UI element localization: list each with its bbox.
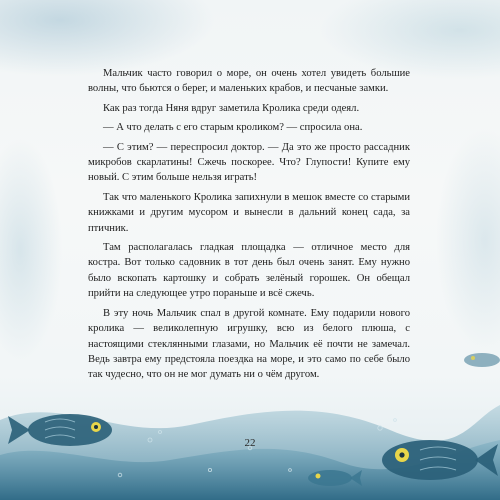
fish-edge xyxy=(464,353,500,367)
paragraph: Мальчик часто говорил о море, он очень хотел увидеть большие волны, что бьются о берег, и маленьких крабов, и песчаные замки. xyxy=(88,68,410,95)
page-number: 22 xyxy=(244,437,256,449)
paragraph: Так что маленького Кролика запихнули в мешок вместе со старыми книжками и другим мусором и вынесли в дальний конец сада, за птичник. xyxy=(88,191,410,234)
paragraph: Там располагалась гладкая площадка — отличное место для костра. Вот только садовник в тот день был очень занят. Ему нужно было вскопать картошку и собрать зелёный горошек. Он обещал прийти на следующее утро пораньше и всё сжечь. xyxy=(88,242,410,300)
paragraph: Как раз тогда Няня вдруг заметила Кролика среди одеял. xyxy=(103,102,360,114)
paragraph: В эту ночь Мальчик спал в другой комнате. Ему подарили нового кролика — великолепную игрушку, всю из белого плюша, с настоящими стеклянными глазами, но Мальчик её почти не замечал. Ведь завтра ему предстояла поездка на море, и это само по себе было так чудесно, что он не мог думать ни о чём другом. xyxy=(88,307,410,381)
story-text xyxy=(88,66,410,387)
paragraph: — С этим? — переспросил доктор. — Да это же просто рассадник микробов скарлатины! Сжечь поскорее. Что? Глупости! Купите ему новый. С этим больше нельзя играть! xyxy=(88,141,410,184)
paragraph: — А что делать с его старым кроликом? — спросила она. xyxy=(103,122,363,134)
